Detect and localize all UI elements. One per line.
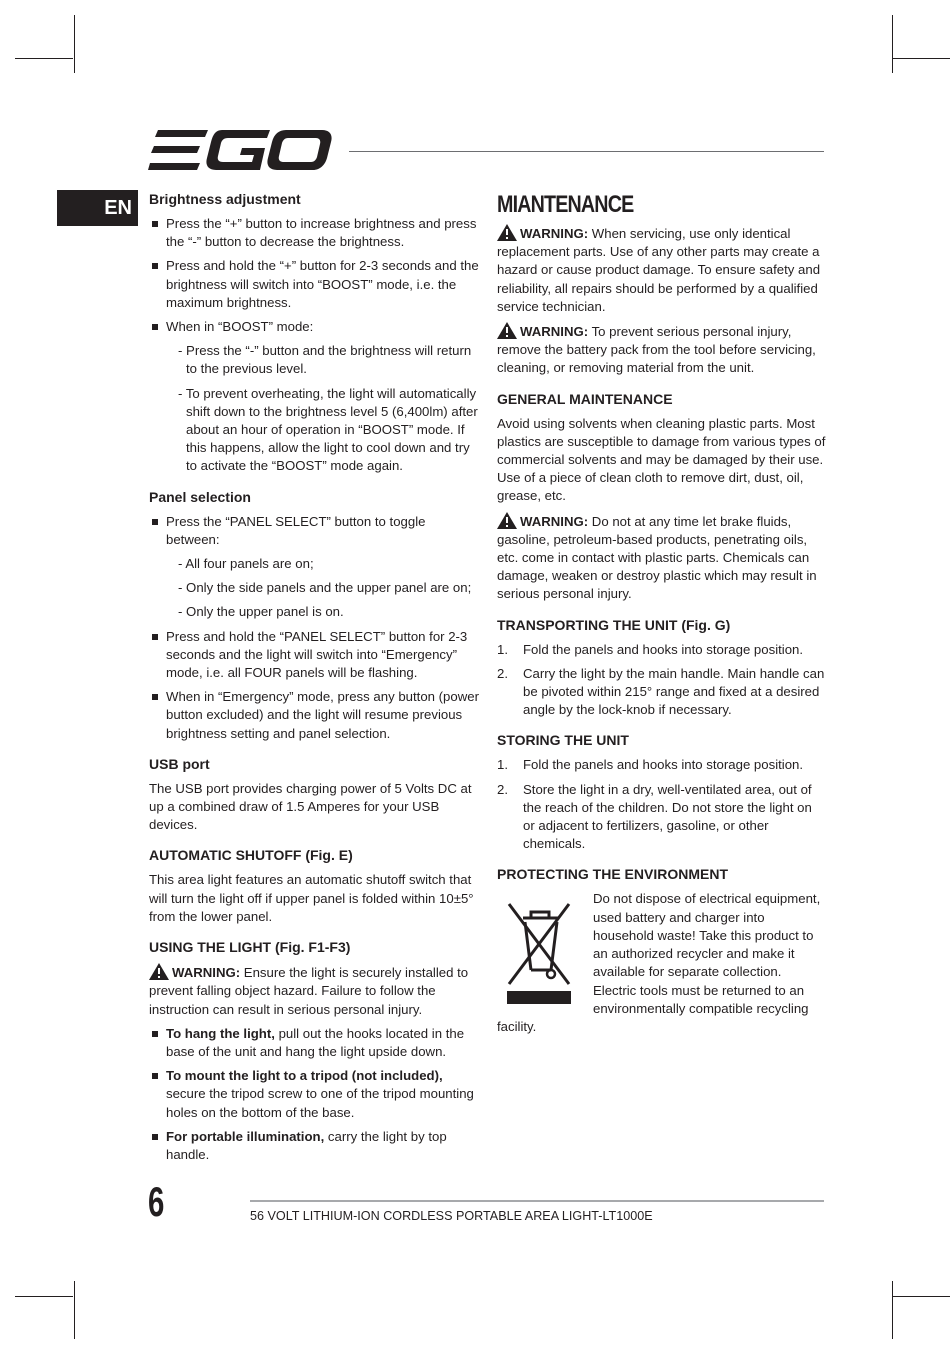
general-maintenance-warning [497,512,827,604]
sub-list-item: - Only the side panels and the upper panel are on; [178,580,472,596]
environment-block [497,890,827,1036]
maintenance-warning-1 [497,224,827,316]
list-item: Press the “+” button to increase brightness and press the “-” button to decrease the brightness. [149,215,479,251]
list-number: 2. [497,665,508,681]
list-number: 1. [497,757,508,773]
brightness-heading: Brightness adjustment [149,191,301,207]
list-item-text: Store the light in a dry, well-ventilated area, out of the reach of the children. Do not store the light on or adjacent to fertilizers, gasoline, or other chemicals. [523,781,812,852]
environment-heading: PROTECTING THE ENVIRONMENT [497,866,729,883]
sub-list-item: - Only the upper panel is on. [178,604,344,620]
footer-title: 56 VOLT LITHIUM-ION CORDLESS PORTABLE AREA LIGHT-LT1000E [250,1209,653,1223]
warning-label: WARNING: [520,324,589,340]
page-number: 6 [148,1178,165,1225]
using-warning [149,963,479,1019]
shutoff-heading: AUTOMATIC SHUTOFF (Fig. E) [149,847,353,864]
general-maintenance-heading: GENERAL MAINTENANCE [497,390,673,407]
list-item-text: pull out the hooks located in the base of the unit and hang the light upside down. [166,1025,465,1059]
crop-mark [892,58,950,59]
maintenance-heading: MIANTENANCE [497,191,634,218]
crop-mark [74,15,75,73]
warning-triangle-icon [497,322,517,339]
crop-mark [15,1296,73,1297]
warning-triangle-icon [497,512,517,529]
panel-sub-list [166,555,479,622]
list-item [149,1128,479,1164]
transport-heading: TRANSPORTING THE UNIT (Fig. G) [497,616,731,633]
sub-list-item: - Press the “-” button and the brightness will return to the previous level. [178,343,472,377]
header-rule [349,151,824,152]
list-item-text: Carry the light by the main handle. Main handle can be pivoted within 215° range and fixed at a desired angle by the lock-knob if necessary. [523,665,825,718]
usb-text: The USB port provides charging power of 5 Volts DC at up a combined draw of 1.5 Amperes for your USB devices. [149,780,472,833]
sub-list-item: - All four panels are on; [178,556,314,572]
list-item [497,665,827,720]
list-item [497,641,827,659]
list-item-bold: To mount the light to a tripod (not included), [166,1068,443,1084]
storing-list [497,756,827,853]
ego-logo [148,128,332,172]
sub-list-item: - To prevent overheating, the light will automatically shift down to the brightness level 5 (6,400lm) after about an hour of operation in “BOOST” mode. If this happens, allow the light to cool down and try to activate the “BOOST” mode again. [178,385,478,474]
warning-label: WARNING: [172,965,241,981]
boost-sub-list [166,342,479,475]
warning-label: WARNING: [520,226,589,241]
panel-heading: Panel selection [149,488,251,505]
list-item-bold: To hang the light, [166,1025,275,1041]
list-item-text: secure the tripod screw to one of the tripod mounting holes on the bottom of the base. [166,1086,474,1120]
list-item [149,513,479,622]
list-item: Press and hold the “PANEL SELECT” button for 2-3 seconds and the light will switch into “Emergency” mode, i.e. all FOUR panels will be flashing. [149,628,479,683]
warning-text: To prevent serious personal injury, remove the battery pack from the tool before servicing, cleaning, or removing material from the unit. [497,324,816,376]
crop-mark [892,15,893,73]
warning-text: Ensure the light is securely installed to prevent falling object hazard. Failure to follow the instruction can result in serious personal injury. [149,965,469,1017]
crop-mark [892,1296,950,1297]
warning-triangle-icon [497,224,517,241]
panel-list [149,513,479,743]
footer-rule [250,1200,824,1202]
using-heading: USING THE LIGHT (Fig. F1-F3) [149,939,351,956]
warning-label: WARNING: [520,513,589,529]
right-column [497,190,827,1048]
list-item [149,1067,479,1122]
transport-list [497,641,827,720]
warning-triangle-icon [149,963,169,980]
list-item [497,781,827,854]
list-number: 2. [497,781,508,797]
language-tab: EN [57,190,138,226]
crossed-bin-icon [501,890,577,1008]
list-item-text: Fold the panels and hooks into storage position. [523,641,804,657]
maintenance-warning-2 [497,322,827,378]
shutoff-text: This area light features an automatic shutoff switch that will turn the light off if upper panel is folded within 10±5° from the lower panel. [149,872,474,924]
list-item-bold: For portable illumination, [166,1128,325,1144]
list-item: When in “Emergency” mode, press any button (power button excluded) and the light will resume previous brightness setting and panel selection. [149,688,479,743]
list-item-text: Fold the panels and hooks into storage position. [523,757,804,773]
list-item: Press and hold the “+” button for 2-3 seconds and the brightness will switch into “BOOST” mode, i.e. the maximum brightness. [149,257,479,312]
warning-text: When servicing, use only identical replacement parts. Use of any other parts may create a hazard or cause product damage. To ensure safety and reliability, all repairs should be performed by a qualified service technician. [497,226,821,314]
general-maintenance-text: Avoid using solvents when cleaning plastic parts. Most plastics are susceptible to damage from various types of commercial solvents and may be damaged by their use. Use of a piece of clean cloth to remove dirt, dust, oil, grease, etc. [497,415,826,504]
storing-heading: STORING THE UNIT [497,732,629,749]
using-list [149,1025,479,1164]
list-item [149,1025,479,1061]
usb-heading: USB port [149,755,210,772]
list-item [497,756,827,774]
list-item-text: When in “BOOST” mode: [166,319,314,335]
list-number: 1. [497,641,508,657]
environment-text: Do not dispose of electrical equipment, used battery and charger into household waste! Take this product to an authorized recycler and make it available for separate collection. Electric tools must be returned to an environmentally compatible recycling facility. [497,891,821,1034]
list-item-text: carry the light by top handle. [166,1128,447,1162]
crop-mark [74,1281,75,1339]
list-item-text: Press the “PANEL SELECT” button to toggle between: [166,513,426,547]
brightness-list [149,215,479,476]
crop-mark [15,58,73,59]
list-item [149,318,479,476]
warning-text: Do not at any time let brake fluids, gasoline, petroleum-based products, penetrating oils, etc. come in contact with plastic parts. Chemicals can damage, weaken or destroy plastic which may result in serious personal injury. [497,513,817,602]
left-column [149,190,479,1176]
crop-mark [892,1281,893,1339]
